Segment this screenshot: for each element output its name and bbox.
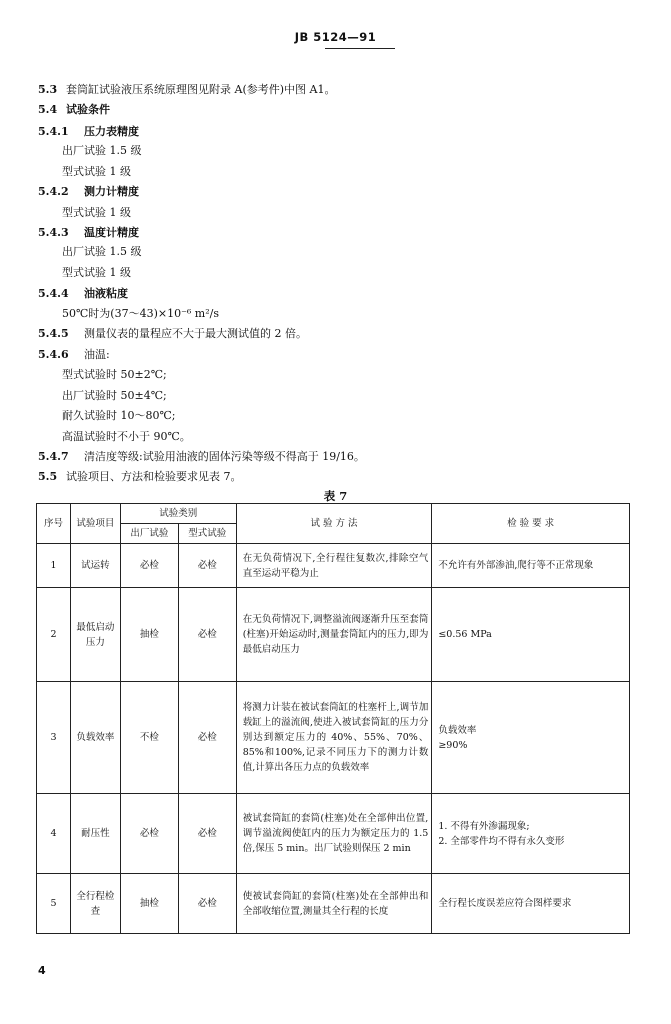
section-text: 型式试验 1 级 bbox=[62, 165, 131, 178]
table-row bbox=[37, 874, 630, 934]
section-text: 测量仪表的量程应不大于最大测试值的 2 倍。 bbox=[84, 327, 307, 340]
col-header-category: 试验类别 bbox=[120, 504, 236, 524]
section-number: 5.3 bbox=[38, 83, 58, 96]
col-header-item: 试验项目 bbox=[70, 504, 120, 544]
cell-type-test: 必检 bbox=[178, 682, 236, 794]
test-items-table bbox=[36, 503, 630, 934]
section-number: 5.4.1 bbox=[38, 125, 69, 138]
section-number: 5.4 bbox=[38, 103, 58, 116]
table-row bbox=[37, 588, 630, 682]
cell-factory: 抽检 bbox=[120, 588, 178, 682]
section-text: 高温试验时不小于 90℃。 bbox=[62, 430, 191, 443]
cell-seq: 4 bbox=[37, 794, 71, 874]
cell-method: 在无负荷情况下,全行程往复数次,排除空气直至运动平稳为止 bbox=[236, 544, 432, 588]
section-text: 出厂试验 1.5 级 bbox=[62, 144, 142, 157]
requirement-line: ≤0.56 MPa bbox=[438, 629, 492, 640]
cell-seq: 3 bbox=[37, 682, 71, 794]
cell-requirement bbox=[432, 794, 630, 874]
cell-item: 最低启动压力 bbox=[70, 588, 120, 682]
col-header-type-test: 型式试验 bbox=[178, 524, 236, 544]
cell-requirement bbox=[432, 588, 630, 682]
col-header-factory: 出厂试验 bbox=[120, 524, 178, 544]
section-text: 温度计精度 bbox=[84, 226, 139, 239]
col-header-requirement: 检 验 要 求 bbox=[432, 504, 630, 544]
cell-seq: 1 bbox=[37, 544, 71, 588]
section-text: 型式试验 1 级 bbox=[62, 206, 131, 219]
section-number: 5.4.3 bbox=[38, 226, 69, 239]
section-text: 出厂试验时 50±4℃; bbox=[62, 389, 167, 402]
cell-type-test: 必检 bbox=[178, 588, 236, 682]
cell-factory: 不检 bbox=[120, 682, 178, 794]
cell-item: 耐压性 bbox=[70, 794, 120, 874]
table-row bbox=[37, 794, 630, 874]
section-text: 压力表精度 bbox=[84, 125, 139, 138]
section-text: 油液粘度 bbox=[84, 287, 128, 300]
section-number: 5.4.5 bbox=[38, 327, 69, 340]
page-header: JB 5124—91 bbox=[294, 30, 377, 44]
cell-method: 使被试套筒缸的套筒(柱塞)处在全部伸出和全部收缩位置,测量其全行程的长度 bbox=[236, 874, 432, 934]
section-number: 5.5 bbox=[38, 470, 58, 483]
cell-type-test: 必检 bbox=[178, 794, 236, 874]
cell-method: 将测力计装在被试套筒缸的柱塞杆上,调节加载缸上的溢流阀,使进入被试套筒缸的压力分别达到额定压力的 40%、55%、70%、85%和100%,记录不同压力下的测力计数值,计算出各压力点的负载效率 bbox=[236, 682, 432, 794]
cell-requirement bbox=[432, 544, 630, 588]
col-header-seq: 序号 bbox=[37, 504, 71, 544]
requirement-line: ≥90% bbox=[438, 739, 468, 751]
cell-item: 试运转 bbox=[70, 544, 120, 588]
section-text: 试验项目、方法和检验要求见表 7。 bbox=[66, 470, 242, 483]
section-number: 5.4.2 bbox=[38, 185, 69, 198]
header-rule bbox=[325, 48, 395, 49]
cell-type-test: 必检 bbox=[178, 544, 236, 588]
section-text: 出厂试验 1.5 级 bbox=[62, 245, 142, 258]
cell-factory: 抽检 bbox=[120, 874, 178, 934]
col-header-method: 试 验 方 法 bbox=[236, 504, 432, 544]
cell-factory: 必检 bbox=[120, 794, 178, 874]
section-text: 型式试验 1 级 bbox=[62, 266, 131, 279]
section-text: 清洁度等级:试验用油液的固体污染等级不得高于 19/16。 bbox=[84, 450, 365, 463]
cell-item: 全行程检查 bbox=[70, 874, 120, 934]
section-text: 试验条件 bbox=[66, 103, 110, 116]
section-text: 耐久试验时 10～80℃; bbox=[62, 409, 176, 422]
requirement-line: 2. 全部零件均不得有永久变形 bbox=[438, 835, 565, 847]
cell-type-test: 必检 bbox=[178, 874, 236, 934]
section-text: 套筒缸试验液压系统原理图见附录 A(参考件)中图 A1。 bbox=[66, 83, 336, 96]
cell-method: 被试套筒缸的套筒(柱塞)处在全部伸出位置,调节溢流阀使缸内的压力为额定压力的 1.5 倍,保压 5 min。出厂试验则保压 2 min bbox=[236, 794, 432, 874]
section-number: 5.4.6 bbox=[38, 348, 69, 361]
table-caption: 表 7 bbox=[323, 489, 348, 503]
cell-seq: 5 bbox=[37, 874, 71, 934]
section-number: 5.4.4 bbox=[38, 287, 69, 300]
cell-method: 在无负荷情况下,调整溢流阀逐渐升压至套筒(柱塞)开始运动时,测量套筒缸内的压力,即为最低启动压力 bbox=[236, 588, 432, 682]
requirement-line: 全行程长度误差应符合图样要求 bbox=[438, 898, 572, 909]
cell-factory: 必检 bbox=[120, 544, 178, 588]
requirement-line: 负载效率 bbox=[438, 724, 477, 736]
cell-requirement bbox=[432, 682, 630, 794]
page-number: 4 bbox=[38, 964, 46, 977]
cell-item: 负载效率 bbox=[70, 682, 120, 794]
section-text: 测力计精度 bbox=[84, 185, 139, 198]
requirement-line: 不允许有外部渗油,爬行等不正常现象 bbox=[438, 560, 594, 571]
requirement-line: 1. 不得有外渗漏现象; bbox=[438, 820, 530, 832]
section-number: 5.4.7 bbox=[38, 450, 69, 463]
section-text: 油温: bbox=[84, 348, 110, 361]
cell-requirement bbox=[432, 874, 630, 934]
cell-seq: 2 bbox=[37, 588, 71, 682]
table-row bbox=[37, 544, 630, 588]
table-row bbox=[37, 682, 630, 794]
section-text: 型式试验时 50±2℃; bbox=[62, 368, 167, 381]
section-text: 50℃时为(37～43)×10⁻⁶ m²/s bbox=[62, 307, 219, 320]
